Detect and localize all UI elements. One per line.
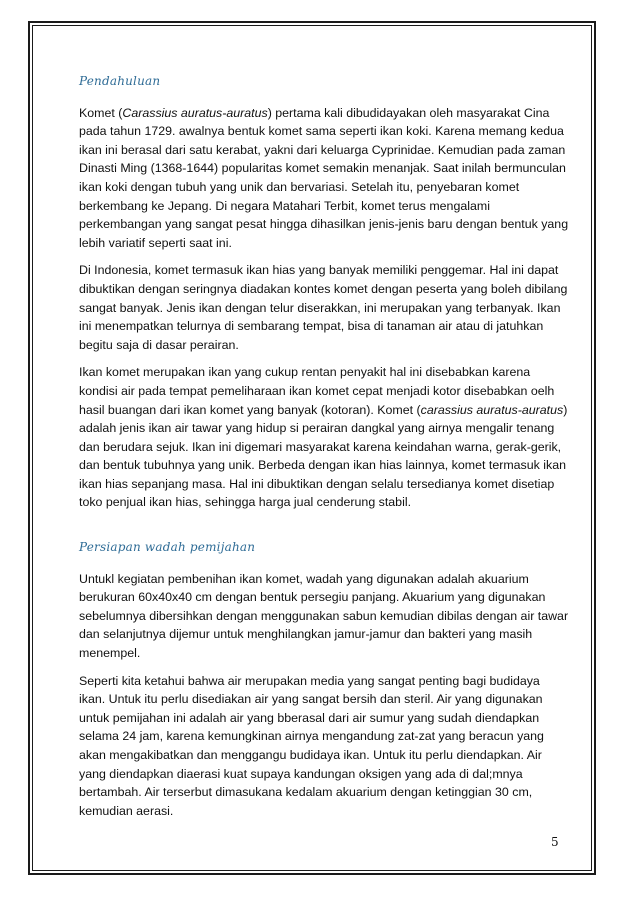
paragraph-text: Ikan komet merupakan ikan yang cukup rentan penyakit hal ini disebabkan karena kondisi air pada tempat pemeliharaan ikan komet cepat menjadi kotor disebabkan oelh hasil buangan dari ikan komet yang banyak (kotoran). Komet (: [79, 365, 555, 417]
paragraph-disease: [79, 363, 569, 512]
scientific-name: Carassius auratus-auratus: [122, 105, 268, 120]
paragraph-aquarium: Untukl kegiatan pembenihan ikan komet, wadah yang digunakan adalah akuarium berukuran 60x40x40 cm dengan bentuk persegiu panjang. Akuarium yang digunakan sebelumnya dibersihkan dengan menggunakan sabun kemudian dibilas dengan air tawar dan selanjutnya dijemur untuk menghilangkan jamur-jamur dan bakteri yang masih menempel.: [79, 571, 569, 661]
section-heading-persiapan-wadah: Persiapan wadah pemijahan: [79, 540, 256, 555]
scientific-name: carassius auratus-auratus: [420, 402, 564, 417]
paragraph-text: Komet (: [79, 105, 123, 120]
page-number: 5: [551, 835, 559, 849]
paragraph-indonesia: Di Indonesia, komet termasuk ikan hias yang banyak memiliki penggemar. Hal ini dapat dibuktikan dengan seringnya diadakan kontes komet dengan peserta yang boleh dibilang sangat banyak. Jenis ikan dengan telur diserakkan, ini merupakan yang terbanyak. Ikan ini menempatkan telurnya di sembarang tempat, bisa di tanaman air atau di jatuhkan begitu saja di dasar perairan.: [79, 263, 568, 352]
section-heading-pendahuluan: Pendahuluan: [79, 74, 161, 88]
paragraph-text: ) adalah jenis ikan air tawar yang hidup si perairan dangkal yang airnya mengalir tenang dan berudara sejuk. Ikan ini digemari masyarakat karena keindahan warna, gerak-gerik, dan bentuk tubuhnya yang unik. Berbeda dengan ikan hias lainnya, komet termasuk ikan ikan hias sepanjang masa. Hal ini dibuktikan dengan selalu tersedianya komet disetiap toko penjual ikan hias, sehingga harga jual cenderung stabil.: [79, 402, 568, 510]
paragraph-water: Seperti kita ketahui bahwa air merupakan media yang sangat penting bagi budidaya ikan. Untuk itu perlu disediakan air yang sangat bersih dan steril. Air yang digunakan untuk pemijahan ini adalah air yang bberasal dari air sumur yang sudah diendapkan selama 24 jam, karena kemungkinan airnya mengandung zat-zat yang beracun yang akan mengakibatkan dan menggangu budidaya ikan. Untuk itu perlu diendapkan. Air yang diendapkan diaerasi kuat supaya kandungan oksigen yang ada di dal;mnya bertambah. Air terserbut dimasukana kedalam akuarium dengan ketinggian 30 cm, kemudian aerasi.: [79, 673, 544, 818]
document-body: [79, 72, 569, 829]
paragraph-intro-history: [79, 104, 569, 253]
paragraph-text: ) pertama kali dibudidayakan oleh masyarakat Cina pada tahun 1729. awalnya bentuk komet sama seperti ikan koki. Karena memang kedua ikan ini berasal dari satu kerabat, yakni dari keluarga Cyprinidae. Kemudian pada zaman Dinasti Ming (1368-1644) popularitas komet semakin menanjak. Saat inilah bermunculan ikan koki dengan tubuh yang unik dan bervariasi. Setelah itu, penyebaran komet berkembang ke Jepang. Di negara Matahari Terbit, komet terus mengalami perkembangan yang sangat pesat hingga dihasilkan jenis-jenis baru dengan bentuk yang lebih variatif seperti saat ini.: [79, 105, 569, 250]
